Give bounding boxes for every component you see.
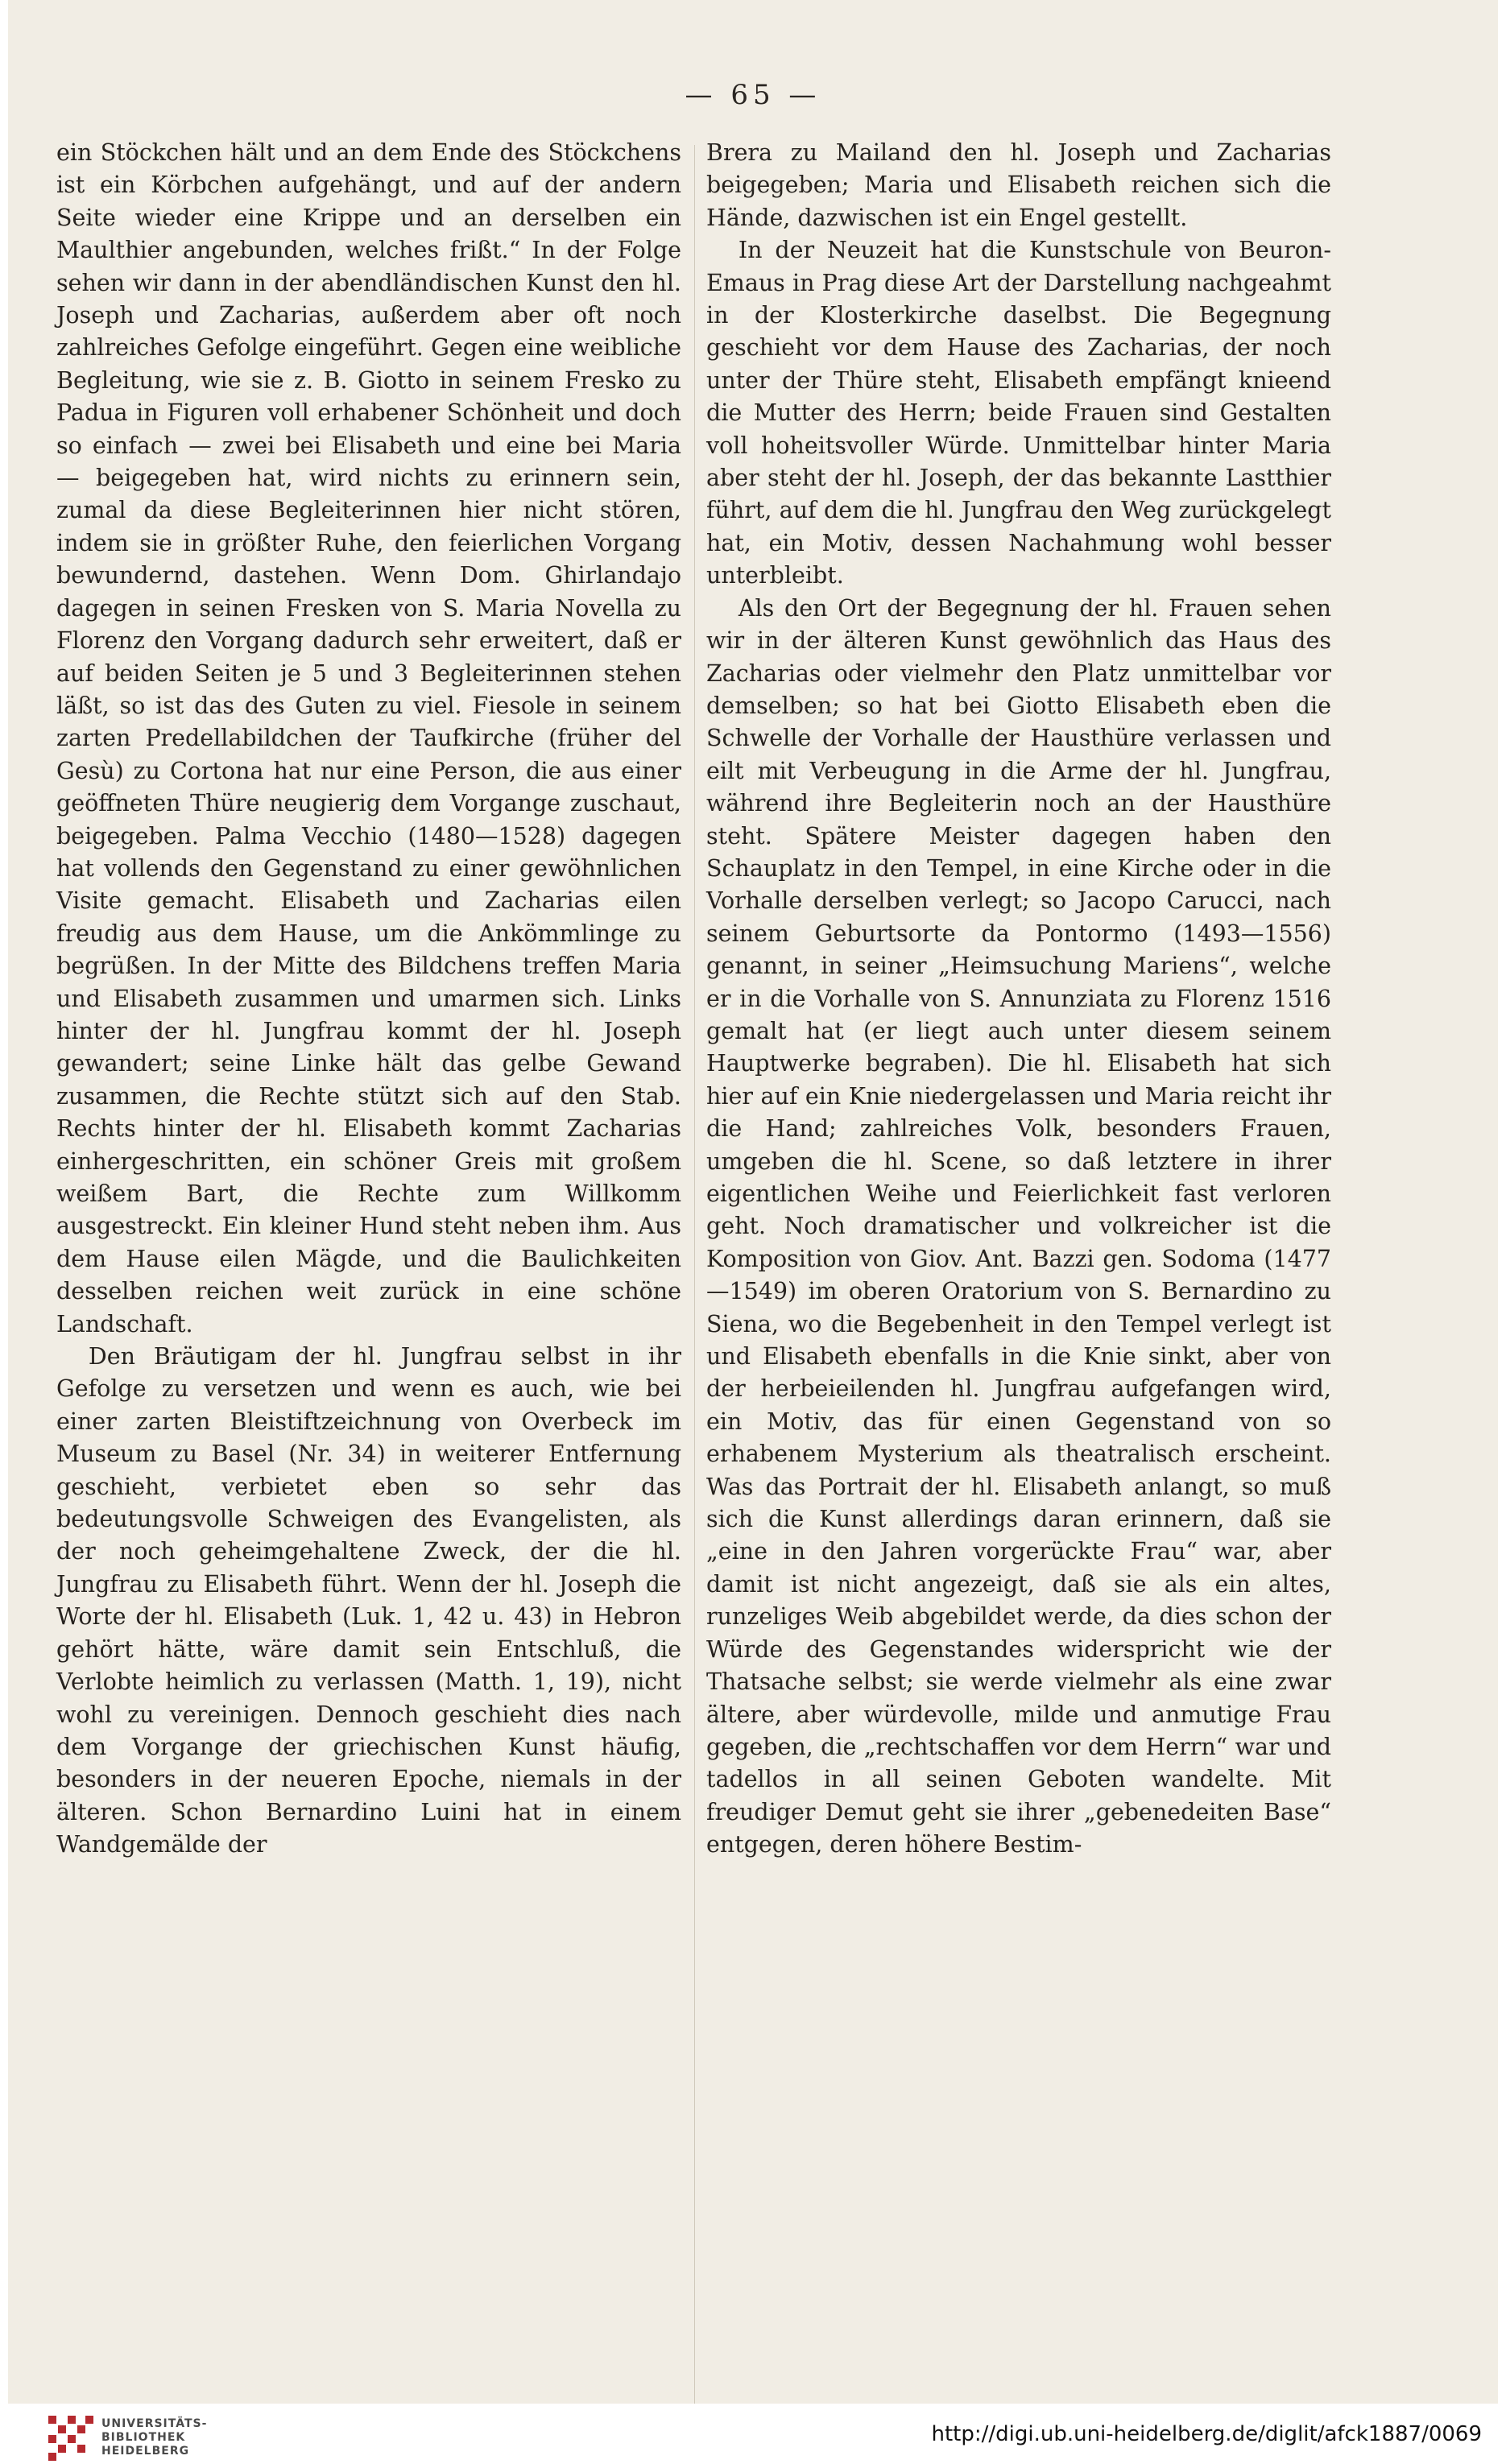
column-divider	[694, 145, 695, 2408]
right-text-column	[706, 137, 1331, 1862]
right-paragraph-3: Als den Ort der Begegnung der hl. Frauen sehen wir in der älteren Kunst gewöhnlich das Haus des Zacharias oder vielmehr den Platz unmittelbar vor demselben; so hat bei Giotto Elisabeth eben die Schwelle der Vorhalle der Hausthüre verlassen und eilt mit Verbeugung in die Arme der hl. Jungfrau, während ihre Begleiterin noch an der Hausthüre steht. Spätere Meister dagegen haben den Schauplatz in den Tempel, in eine Kirche oder in die Vorhalle derselben verlegt; so Jacopo Carucci, nach seinem Geburtsorte da Pontormo (1493—1556) genannt, in seiner „Heimsuchung Mariens“, welche er in die Vorhalle von S. Annunziata zu Florenz 1516 gemalt hat (er liegt auch unter diesem seinem Hauptwerke begraben). Die hl. Elisabeth hat sich hier auf ein Knie niedergelassen und Maria reicht ihr die Hand; zahlreiches Volk, besonders Frauen, umgeben die hl. Scene, so daß letztere in ihrer eigentlichen Weihe und Feierlichkeit fast verloren geht. Noch dramatischer und volkreicher ist die Komposition von Giov. Ant. Bazzi gen. Sodoma (1477—1549) im oberen Oratorium von S. Bernardino zu Siena, wo die Begebenheit in den Tempel verlegt ist und Elisabeth ebenfalls in die Knie sinkt, aber von der herbeieilenden hl. Jungfrau aufgefangen wird, ein Motiv, das für einen Gegenstand von so erhabenem Mysterium als theatralisch erscheint. Was das Portrait der hl. Elisabeth anlangt, so muß sich die Kunst allerdings daran erinnern, daß sie „eine in den Jahren vorgerückte Frau“ war, aber damit ist nicht angezeigt, daß sie als ein altes, runzeliges Weib abgebildet werde, da dies schon der Würde des Gegenstandes widerspricht wie der Thatsache selbst; sie werde vielmehr als eine zwar ältere, aber würdevolle, milde und anmutige Frau gegeben, die „rechtschaffen vor dem Herrn“ war und tadellos in all seinen Geboten wandelte. Mit freudiger Demut geht sie ihrer „gebenedeiten Base“ entgegen, deren höhere Bestim-	[706, 594, 1331, 1858]
source-url-link[interactable]: http://digi.ub.uni-heidelberg.de/diglit/afck1887/0069	[931, 2422, 1482, 2446]
left-paragraph-1: ein Stöckchen hält und an dem Ende des Stöckchens ist ein Körbchen aufgehängt, und auf der andern Seite wieder eine Krippe und an derselben ein Maulthier angebunden, welches frißt.“ In der Folge sehen wir dann in der abendländischen Kunst den hl. Joseph und Zacharias, außerdem aber oft noch zahlreiches Gefolge eingeführt. Gegen eine weibliche Begleitung, wie sie z. B. Giotto in seinem Fresko zu Padua in Figuren voll erhabener Schönheit und doch so einfach — zwei bei Elisabeth und eine bei Maria — beigegeben hat, wird nichts zu erinnern sein, zumal da diese Begleiterinnen hier nicht stören, indem sie in größter Ruhe, den feierlichen Vorgang bewundernd, dastehen. Wenn Dom. Ghirlandajo dagegen in seinen Fresken von S. Maria Novella zu Florenz den Vorgang dadurch sehr erweitert, daß er auf beiden Seiten je 5 und 3 Begleiterinnen stehen läßt, so ist das des Guten zu viel. Fiesole in seinem zarten Predellabildchen der Taufkirche (früher del Gesù) zu Cortona hat nur eine Person, die aus einer geöffneten Thüre neugierig dem Vorgange zuschaut, beigegeben. Palma Vecchio (1480—1528) dagegen hat vollends den Gegenstand zu einer gewöhnlichen Visite gemacht. Elisabeth und Zacharias eilen freudig aus dem Hause, um die Ankömmlinge zu begrüßen. In der Mitte des Bildchens treffen Maria und Elisabeth zusammen und umarmen sich. Links hinter der hl. Jungfrau kommt der hl. Joseph gewandert; seine Linke hält das gelbe Gewand zusammen, die Rechte stützt sich auf den Stab. Rechts hinter der hl. Elisabeth kommt Zacharias einhergeschritten, ein schöner Greis mit großem weißem Bart, die Rechte zum Willkomm ausgestreckt. Ein kleiner Hund steht neben ihm. Aus dem Hause eilen Mägde, und die Baulichkeiten desselben reichen weit zurück in eine schöne Landschaft.	[56, 139, 681, 1337]
library-name-line: HEIDELBERG	[101, 2445, 190, 2458]
right-paragraph-1: Brera zu Mailand den hl. Joseph und Zacharias beigegeben; Maria und Elisabeth reichen sich die Hände, dazwischen ist ein Engel gestellt.	[706, 139, 1331, 231]
library-logo-icon	[47, 2414, 95, 2462]
library-name	[101, 2417, 207, 2458]
page-number: — 65 —	[685, 79, 821, 111]
library-name-line: BIBLIOTHEK	[101, 2431, 186, 2444]
library-name-line: UNIVERSITÄTS-	[101, 2417, 208, 2430]
left-paragraph-2: Den Bräutigam der hl. Jungfrau selbst in ihr Gefolge zu versetzen und wenn es auch, wie bei einer zarten Bleistiftzeichnung von Overbeck im Museum zu Basel (Nr. 34) in weiterer Entfernung geschieht, verbietet eben so sehr das bedeutungsvolle Schweigen des Evangelisten, als der noch geheimgehaltene Zweck, der die hl. Jungfrau zu Elisabeth führt. Wenn der hl. Joseph die Worte der hl. Elisabeth (Luk. 1, 42 u. 43) in Hebron gehört hätte, wäre damit sein Entschluß, die Verlobte heimlich zu verlassen (Matth. 1, 19), nicht wohl zu vereinigen. Dennoch geschieht dies nach dem Vorgange der griechischen Kunst häufig, besonders in der neueren Epoche, niemals in der älteren. Schon Bernardino Luini hat in einem Wandgemälde der	[56, 1343, 681, 1858]
left-text-column	[56, 137, 681, 1862]
right-paragraph-2: In der Neuzeit hat die Kunstschule von Beuron-Emaus in Prag diese Art der Darstellung nachgeahmt in der Klosterkirche daselbst. Die Begegnung geschieht vor dem Hause des Zacharias, der noch unter der Thüre steht, Elisabeth empfängt knieend die Mutter des Herrn; beide Frauen sind Gestalten voll hoheitsvoller Würde. Unmittelbar hinter Maria aber steht der hl. Joseph, der das bekannte Lastthier führt, auf dem die hl. Jungfrau den Weg zurückgelegt hat, ein Motiv, dessen Nachahmung wohl besser unterbleibt.	[706, 237, 1331, 589]
